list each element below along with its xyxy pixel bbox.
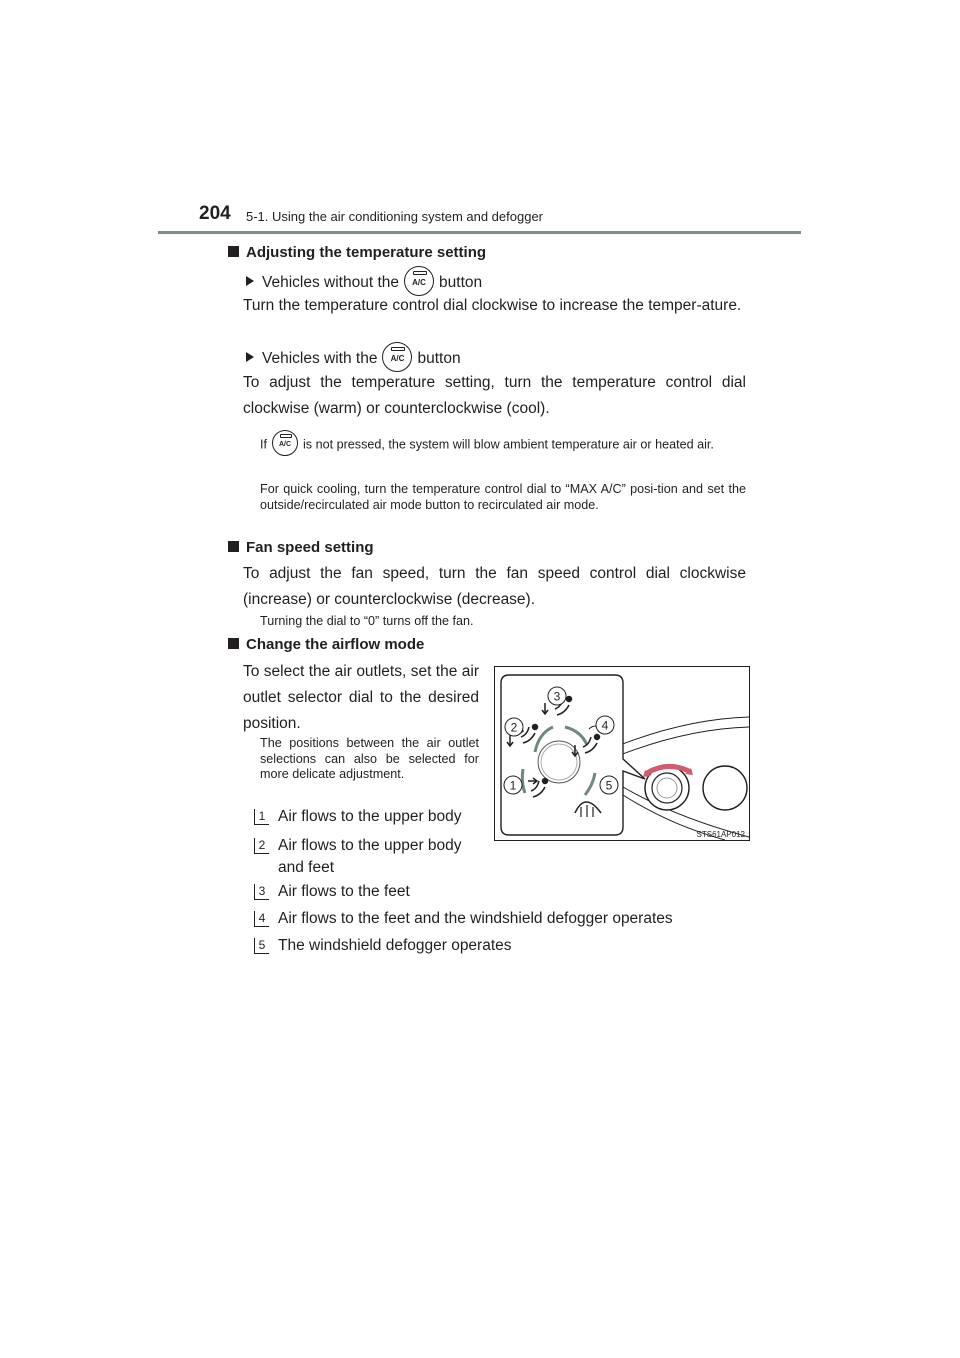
- triangle-bullet-icon: [246, 276, 254, 286]
- heading-square-icon: [228, 541, 239, 552]
- adjacent-dial: [703, 766, 747, 810]
- airflow-heading: Change the airflow mode: [228, 636, 424, 653]
- with-ac-text: To adjust the temperature setting, turn the temperature control dial clockwise (warm) or counterclockwise (cool).: [243, 374, 746, 417]
- ac-button-icon: A/C: [272, 430, 298, 456]
- header-rule: [158, 231, 801, 234]
- callout-4-label: 4: [601, 718, 609, 733]
- figure-id: STS61AP012: [696, 830, 745, 839]
- section-title: 5-1. Using the air conditioning system and defogger: [246, 209, 544, 224]
- list-item: 1 Air flows to the upper body: [254, 808, 462, 826]
- callout-5-label: 5: [605, 778, 613, 793]
- fan-note: Turning the dial to “0” turns off the fan.: [260, 614, 474, 628]
- list-item: 5 The windshield defogger operates: [254, 937, 512, 955]
- temperature-heading: Adjusting the temperature setting: [228, 244, 486, 261]
- callout-number: 4: [254, 911, 269, 927]
- callout-3-label: 3: [553, 689, 561, 704]
- airflow-selector-illustration: [494, 666, 750, 841]
- callout-number: 1: [254, 809, 269, 825]
- ac-button-icon: A/C: [382, 342, 412, 372]
- ac-note: If A/C is not pressed, the system will blow ambient temperature air or heated air.: [260, 432, 746, 458]
- quick-cooling-note: For quick cooling, turn the temperature control dial to “MAX A/C” posi-tion and set the outside/recirculated air mode button to recirculated air mode.: [260, 482, 746, 512]
- list-item: 2 Air flows to the upper body and feet: [254, 835, 484, 879]
- with-ac-label: Vehicles with the A/C button: [246, 344, 461, 374]
- callout-number: 5: [254, 938, 269, 954]
- fan-heading: Fan speed setting: [228, 539, 374, 556]
- callout-1-label: 1: [509, 778, 517, 793]
- page-number: 204: [199, 203, 231, 224]
- without-ac-text: Turn the temperature control dial clockwise to increase the temper-ature.: [243, 297, 742, 314]
- airflow-note: The positions between the air outlet selections can also be selected for more delicate adjustment.: [260, 736, 479, 781]
- without-ac-label: Vehicles without the A/C button: [246, 268, 482, 298]
- callout-number: 3: [254, 884, 269, 900]
- callout-2-label: 2: [510, 720, 518, 735]
- airflow-text: To select the air outlets, set the air outlet selector dial to the desired position.: [243, 663, 479, 732]
- heading-square-icon: [228, 638, 239, 649]
- ac-button-icon: A/C: [404, 266, 434, 296]
- triangle-bullet-icon: [246, 352, 254, 362]
- heading-square-icon: [228, 246, 239, 257]
- list-item: 3 Air flows to the feet: [254, 883, 410, 901]
- airflow-dial-diagram: [495, 667, 749, 840]
- callout-number: 2: [254, 838, 269, 854]
- fan-text: To adjust the fan speed, turn the fan speed control dial clockwise (increase) or counterclockwise (decrease).: [243, 565, 746, 608]
- list-item: 4 Air flows to the feet and the windshield defogger operates: [254, 910, 673, 928]
